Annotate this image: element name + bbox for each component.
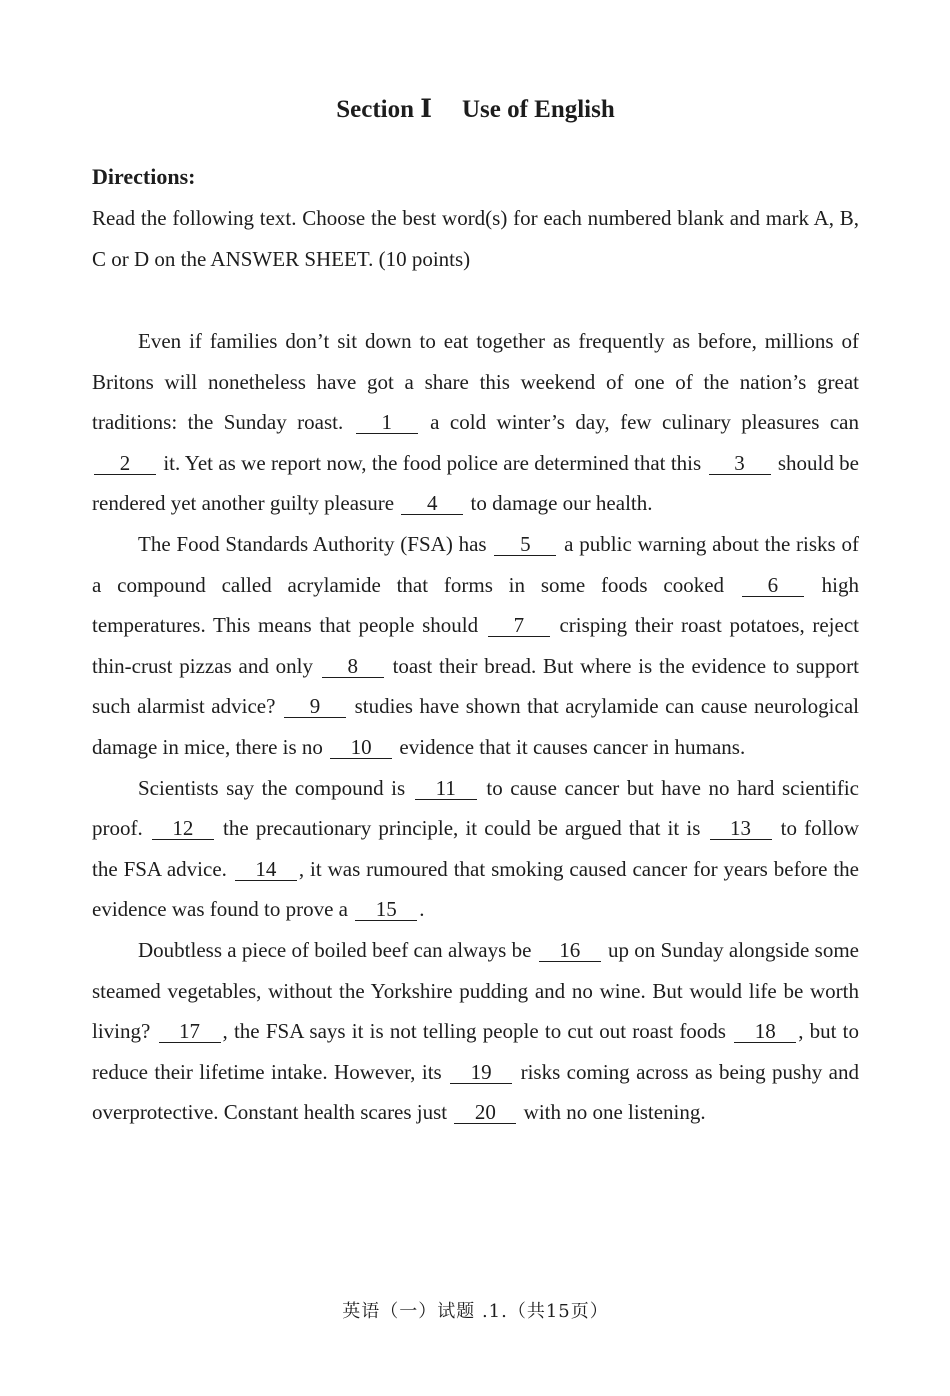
blank-6: 6	[742, 574, 804, 597]
text-segment: studies have shown that acrylamide can cause neurological damage in mice, there is no	[92, 694, 859, 759]
text-segment: to damage our health.	[465, 491, 653, 516]
blank-3: 3	[709, 452, 771, 475]
text-segment: Scientists say the compound is	[138, 775, 413, 800]
section-name: Use of English	[461, 96, 615, 123]
exam-page	[92, 0, 859, 1396]
blank-4: 4	[401, 492, 463, 515]
blank-8: 8	[322, 655, 384, 678]
section-number: Section Ⅰ	[336, 96, 432, 123]
text-segment: a cold winter’s day, few culinary pleasures can	[419, 410, 859, 435]
cloze-passage	[92, 321, 859, 1133]
paragraph-3	[92, 768, 859, 930]
text-segment: Doubtless a piece of boiled beef can always be	[138, 937, 537, 962]
text-segment: to cause cancer but have no hard scientific proof.	[92, 775, 859, 841]
text-segment: evidence that it causes cancer in humans.	[394, 734, 746, 759]
blank-11: 11	[415, 777, 477, 800]
text-segment: to follow the FSA advice.	[92, 816, 859, 881]
text-segment: crisping their roast potatoes, reject thin-crust pizzas and only	[92, 613, 859, 678]
blank-18: 18	[734, 1020, 796, 1043]
blank-19: 19	[450, 1061, 512, 1084]
text-segment: up on Sunday alongside some steamed vegetables, without the Yorkshire pudding and no wine. But would life be worth living?	[92, 937, 860, 1044]
section-title	[92, 92, 859, 128]
text-segment: should be rendered yet another guilty pleasure	[92, 450, 859, 516]
blank-5: 5	[494, 533, 556, 556]
page-footer: 英语（一）试题 .1.（共15页）	[342, 1301, 609, 1322]
blank-17: 17	[159, 1020, 221, 1043]
text-segment: high temperatures. This means that people should	[92, 572, 859, 638]
blank-15: 15	[355, 898, 417, 921]
paragraph-2	[92, 524, 859, 768]
text-segment: the precautionary principle, it could be argued that it is	[215, 816, 708, 841]
text-segment: , the FSA says it is not telling people to cut out roast foods	[222, 1019, 733, 1044]
blank-13: 13	[710, 817, 772, 840]
blank-1: 1	[356, 411, 418, 434]
text-segment: Even if families don’t sit down to eat together as frequently as before, millions of Britons will nonetheless have got a share this weekend of one of the nation’s great traditions: the Sunday roast.	[92, 329, 859, 435]
blank-14: 14	[235, 858, 297, 881]
text-segment: .	[419, 897, 425, 922]
blank-2: 2	[94, 452, 156, 475]
paragraph-4	[92, 930, 859, 1133]
blank-16: 16	[539, 939, 601, 962]
text-segment: toast their bread. But where is the evidence to support such alarmist advice?	[92, 653, 859, 719]
paragraph-1	[92, 321, 859, 524]
directions-label: Directions:	[92, 164, 196, 189]
blank-12: 12	[152, 817, 214, 840]
text-segment: The Food Standards Authority (FSA) has	[138, 531, 493, 556]
text-segment: with no one listening.	[518, 1100, 706, 1125]
blank-10: 10	[330, 736, 392, 759]
directions-text: Read the following text. Choose the best word(s) for each numbered blank and mark A, B, C or D on the ANSWER SHEET. (10 points)	[92, 206, 859, 271]
text-segment: , but to reduce their lifetime intake. However, its	[92, 1019, 859, 1084]
blank-20: 20	[454, 1101, 516, 1124]
text-segment: , it was rumoured that smoking caused cancer for years before the evidence was found to prove a	[92, 856, 859, 922]
text-segment: a public warning about the risks of a compound called acrylamide that forms in some foods cooked	[92, 531, 860, 597]
text-segment: it. Yet as we report now, the food police are determined that this	[158, 450, 707, 475]
text-segment: risks coming across as being pushy and overprotective. Constant health scares just	[92, 1059, 859, 1125]
blank-9: 9	[284, 695, 346, 718]
blank-7: 7	[488, 614, 550, 637]
